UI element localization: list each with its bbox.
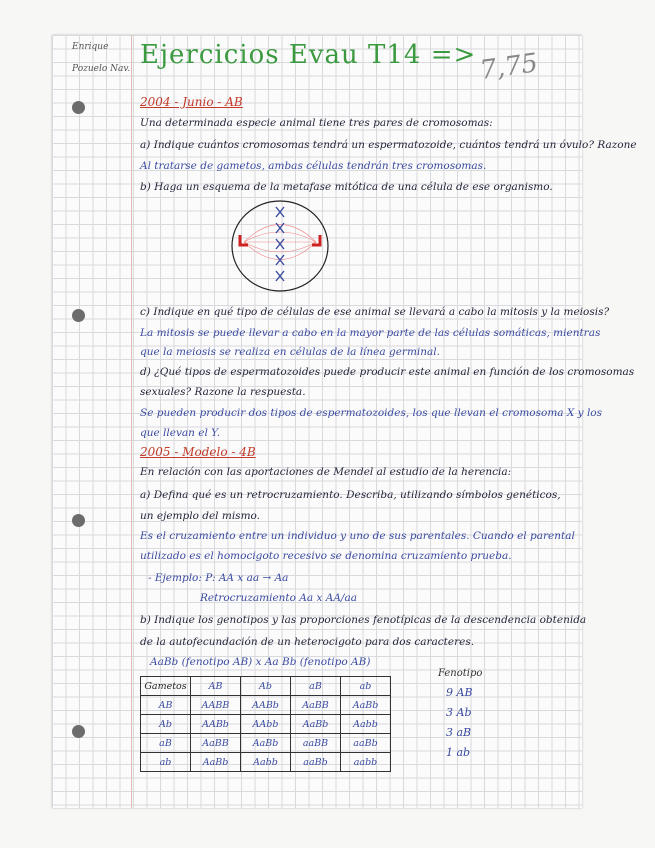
table-header-row bbox=[141, 677, 391, 696]
question-d-line2: sexuales? Razone la respuesta. bbox=[140, 386, 306, 398]
phenotype-item: 1 ab bbox=[446, 746, 471, 759]
binder-hole bbox=[72, 514, 85, 527]
centriole-right bbox=[312, 235, 320, 245]
gamete-cell: ab bbox=[141, 753, 191, 772]
table-row bbox=[141, 753, 391, 772]
answer-c-line1: La mitosis se puede llevar a cabo en la mayor parte de las células somáticas, mientras bbox=[140, 327, 601, 339]
phenotype-title: Fenotipo bbox=[438, 668, 483, 679]
table-row bbox=[141, 734, 391, 753]
header-cell: Gametos bbox=[141, 677, 191, 696]
genotype-cell: AaBB bbox=[191, 734, 241, 753]
example-line1: - Ejemplo: P: AA x aa → Aa bbox=[148, 572, 289, 584]
question-b: b) Haga un esquema de la metafase mitótica de una célula de ese organismo. bbox=[140, 181, 553, 193]
exercise2-intro: En relación con las aportaciones de Mendel al estudio de la herencia: bbox=[140, 466, 512, 478]
table-row bbox=[141, 715, 391, 734]
margin-line bbox=[131, 35, 132, 808]
header-cell: ab bbox=[341, 677, 391, 696]
answer2-a-line2: utilizado es el homocigoto recesivo se denomina cruzamiento prueba. bbox=[140, 550, 512, 562]
spindle-fibers bbox=[244, 225, 316, 260]
answer-c-line2: que la meiosis se realiza en células de la línea germinal. bbox=[140, 346, 440, 358]
genotype-cell: Aabb bbox=[241, 753, 291, 772]
author-first-name: Enrique bbox=[72, 42, 109, 52]
dihybrid-cross: AaBb (fenotipo AB) x Aa Bb (fenotipo AB) bbox=[150, 656, 371, 668]
question2-a-line2: un ejemplo del mismo. bbox=[140, 510, 261, 522]
table-row bbox=[141, 696, 391, 715]
answer2-a-line1: Es el cruzamiento entre un individuo y uno de sus parentales. Cuando el parental bbox=[140, 530, 575, 542]
genotype-cell: aaBb bbox=[341, 734, 391, 753]
binder-hole bbox=[72, 725, 85, 738]
exercise-intro: Una determinada especie animal tiene tres pares de cromosomas: bbox=[140, 117, 493, 129]
gamete-cell: AB bbox=[141, 696, 191, 715]
header-cell: aB bbox=[291, 677, 341, 696]
binder-hole bbox=[72, 101, 85, 114]
example-line2: Retrocruzamiento Aa x AA/aa bbox=[200, 592, 357, 604]
answer-d-line1: Se pueden producir dos tipos de espermatozoides, los que llevan el cromosoma X y los bbox=[140, 407, 603, 419]
section-heading-2005: 2005 - Modelo - 4B bbox=[140, 445, 256, 459]
question2-b-line2: de la autofecundación de un heterocigoto para dos caracteres. bbox=[140, 636, 475, 648]
genotype-cell: AaBb bbox=[191, 753, 241, 772]
gamete-cell: Ab bbox=[141, 715, 191, 734]
author-surname: Pozuelo Nav. bbox=[72, 64, 131, 74]
binder-hole bbox=[72, 309, 85, 322]
metaphase-diagram bbox=[228, 197, 332, 295]
genotype-cell: AABb bbox=[191, 715, 241, 734]
genotype-cell: AaBB bbox=[291, 696, 341, 715]
chromosomes bbox=[276, 207, 284, 281]
question-c: c) Indique en qué tipo de células de ese animal se llevará a cabo la mitosis y la meiosis? bbox=[140, 306, 610, 318]
genotype-cell: aaBB bbox=[291, 734, 341, 753]
question-d-line1: d) ¿Qué tipos de espermatozoides puede producir este animal en función de los cromosomas bbox=[140, 366, 635, 378]
punnett-square bbox=[140, 676, 391, 772]
header-cell: AB bbox=[191, 677, 241, 696]
genotype-cell: AABb bbox=[241, 696, 291, 715]
question-a: a) Indique cuántos cromosomas tendrá un espermatozoide, cuántos tendrá un óvulo? Razone bbox=[140, 139, 637, 151]
answer-a: Al tratarse de gametos, ambas células tendrán tres cromosomas. bbox=[140, 160, 487, 172]
centriole-left bbox=[240, 235, 248, 245]
genotype-cell: AAbb bbox=[241, 715, 291, 734]
phenotype-item: 3 aB bbox=[446, 726, 472, 739]
genotype-cell: Aabb bbox=[341, 715, 391, 734]
phenotype-item: 3 Ab bbox=[446, 706, 472, 719]
genotype-cell: AaBb bbox=[341, 696, 391, 715]
gamete-cell: aB bbox=[141, 734, 191, 753]
header-cell: Ab bbox=[241, 677, 291, 696]
section-heading-2004: 2004 - Junio - AB bbox=[140, 95, 243, 109]
genotype-cell: AABB bbox=[191, 696, 241, 715]
answer-d-line2: que llevan el Y. bbox=[140, 427, 221, 439]
phenotype-item: 9 AB bbox=[446, 686, 473, 699]
question2-b-line1: b) Indique los genotipos y las proporciones fenotípicas de la descendencia obtenida bbox=[140, 614, 587, 626]
genotype-cell: AaBb bbox=[291, 715, 341, 734]
genotype-cell: AaBb bbox=[241, 734, 291, 753]
genotype-cell: aabb bbox=[341, 753, 391, 772]
question2-a-line1: a) Defina qué es un retrocruzamiento. Describa, utilizando símbolos genéticos, bbox=[140, 489, 561, 501]
genotype-cell: aaBb bbox=[291, 753, 341, 772]
page-title: Ejercicios Evau T14 => bbox=[140, 40, 477, 70]
grade-score: 7,75 bbox=[478, 48, 540, 86]
